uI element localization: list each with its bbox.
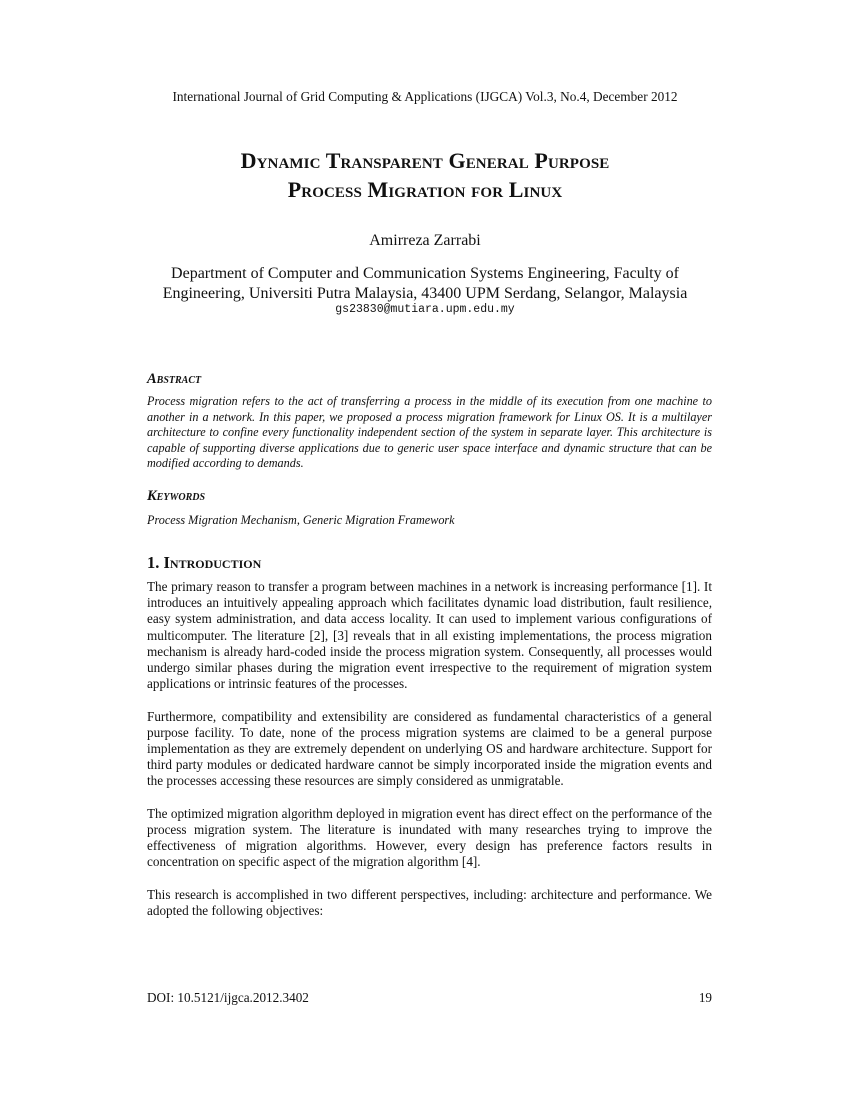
page-number: 19 — [698, 990, 712, 1005]
intro-paragraph: The optimized migration algorithm deployed in migration event has direct effect on the performance of the process migration system. The literature is inundated with many researches trying to improve the effectiveness of migration algorithms. However, every design has preference factors results in concentration on specific aspect of the migration algorithm [4]. — [147, 805, 712, 870]
author-email: gs23830@mutiara.upm.edu.my — [335, 303, 515, 316]
keywords-heading: Keywords — [147, 488, 206, 504]
abstract-heading: Abstract — [147, 371, 202, 387]
author-name: Amirreza Zarrabi — [369, 232, 481, 249]
paper-title — [0, 146, 850, 204]
footer-doi: DOI: 10.5121/ijgca.2012.3402 — [147, 990, 309, 1005]
intro-paragraph: The primary reason to transfer a program between machines in a network is increasing performance [1]. It introduces an intuitively appealing approach which facilitates dynamic load distribution, fault resilience, easy system administration, and data access locality. It can used to implement various configurations of multicomputer. The literature [2], [3] reveals that in all existing implementations, the process migration mechanism is already hard-coded inside the process migration system. Consequently, all processes would undergo similar phases during the migration event irrespective to the requirement of migration system applications or intrinsic features of the processes. — [147, 579, 712, 692]
abstract-text: Process migration refers to the act of transferring a process in the middle of its execution from one machine to another in a network. In this paper, we proposed a process migration framework for Linux OS. It is a multilayer architecture to confine every functionality independent section of the system in separate layer. This architecture is capable of supporting diverse applications due to generic user space interface and dynamic structure that can be modified according to demands. — [147, 394, 712, 471]
intro-paragraph: Furthermore, compatibility and extensibility are considered as fundamental characteristics of a general purpose facility. To date, none of the process migration systems are claimed to be a general purpose implementation as they are extremely dependent on underlying OS and hardware architecture. Support for third party modules or dedicated hardware cannot be simply incorporated inside the migration events and the processes accessing these resources are simply considered as unmigratable. — [147, 708, 712, 789]
introduction-heading: 1. Introduction — [147, 553, 262, 572]
running-header: International Journal of Grid Computing & Applications (IJGCA) Vol.3, No.4, December 2012 — [172, 89, 678, 104]
paper-title-line-1: Dynamic Transparent General Purpose — [240, 148, 610, 173]
affiliation-line-2: Engineering, Universiti Putra Malaysia, 43400 UPM Serdang, Selangor, Malaysia — [162, 285, 688, 302]
affiliation-line-1: Department of Computer and Communication Systems Engineering, Faculty of — [171, 265, 679, 282]
intro-paragraph: This research is accomplished in two different perspectives, including: architecture and performance. We adopted the following objectives: — [147, 886, 712, 919]
author-affiliation — [0, 264, 850, 304]
keywords-text: Process Migration Mechanism, Generic Migration Framework — [147, 513, 455, 527]
paper-title-line-2: Process Migration for Linux — [287, 177, 563, 202]
introduction-body — [147, 579, 712, 919]
